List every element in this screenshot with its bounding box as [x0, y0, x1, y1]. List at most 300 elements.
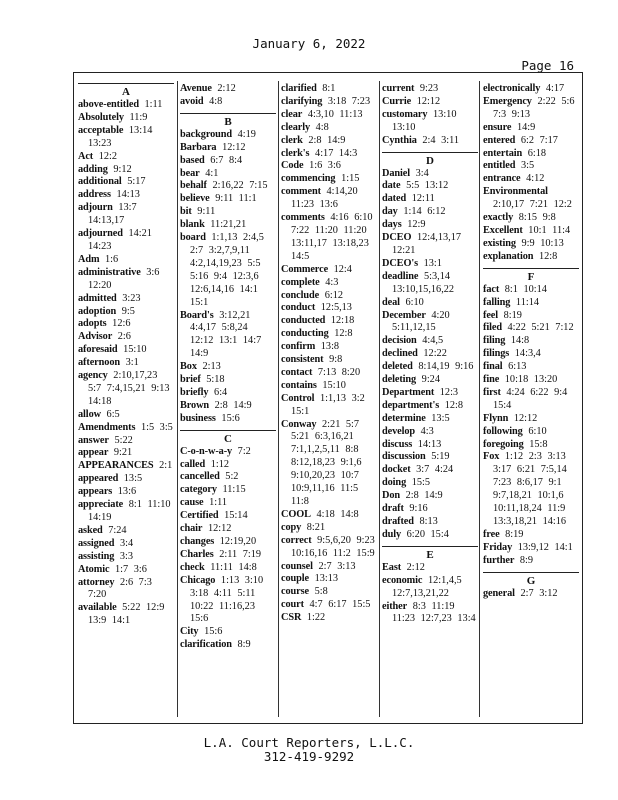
index-term: deal: [382, 296, 400, 308]
index-entry: [483, 122, 579, 135]
page-line-references: 3:5: [520, 160, 535, 172]
index-term: Brown: [180, 399, 210, 411]
index-entry: [483, 148, 579, 161]
index-term: acceptable: [78, 124, 124, 136]
page-line-references: 4:4,5: [422, 335, 444, 347]
index-term: COOL: [281, 508, 311, 520]
index-term: department's: [382, 399, 440, 411]
page-line-references: 7:13 8:20: [317, 366, 361, 378]
page-line-references: 1:5 3:5: [140, 421, 173, 433]
page-line-references: 13:8: [320, 341, 340, 353]
section-letter-c: C: [180, 430, 276, 446]
page-line-references: 12:12: [513, 412, 538, 424]
index-term: contains: [281, 379, 317, 391]
index-term: bear: [180, 167, 200, 179]
index-entry: [78, 486, 174, 499]
index-term: free: [483, 528, 500, 540]
index-term: above-entitled: [78, 99, 139, 110]
page-line-references: 4:14,20 11:23 13:6: [291, 186, 358, 211]
index-entry: [180, 626, 276, 639]
index-entry: [78, 331, 174, 344]
index-term: deleting: [382, 374, 417, 386]
index-term: conduct: [281, 302, 316, 314]
index-entry: [281, 328, 377, 341]
page-line-references: 1:13 3:10 3:18 4:11 5:11 10:22 11:16,23 15:6: [190, 574, 264, 625]
column-divider: [278, 81, 279, 717]
page-line-references: 9:16: [409, 503, 428, 515]
page-line-references: 2:1: [159, 460, 173, 472]
index-entry: [78, 538, 174, 551]
index-entry: [281, 173, 377, 186]
index-term: cause: [180, 497, 204, 509]
index-column-3: [281, 83, 377, 625]
index-term: behalf: [180, 180, 207, 192]
index-term: based: [180, 154, 205, 166]
index-term: category: [180, 484, 217, 496]
index-term: doing: [382, 477, 407, 489]
page-line-references: 9:5: [121, 305, 135, 317]
page-line-references: 5:8: [314, 586, 328, 598]
page-line-references: 1:12: [210, 458, 230, 470]
index-term: APPEARANCES: [78, 460, 154, 472]
page-line-references: 13:7 14:13,17: [88, 202, 137, 227]
page-line-references: 14:8: [510, 335, 530, 347]
index-entry: [483, 439, 579, 452]
index-term: feel: [483, 309, 499, 321]
page-line-references: 12:8: [334, 328, 353, 340]
page-line-references: 2:22 5:6 7:3 9:13: [493, 95, 575, 120]
column-divider: [379, 81, 380, 717]
page-line-references: 15:5: [411, 477, 431, 489]
index-entry: [483, 173, 579, 186]
index-entry: [382, 464, 478, 477]
index-term: docket: [382, 464, 411, 476]
page-line-references: 14:3,4: [514, 348, 541, 360]
index-entry: [382, 180, 478, 193]
index-entry: [483, 238, 579, 251]
index-term: declined: [382, 348, 418, 360]
page-line-references: 12:12: [207, 523, 232, 535]
index-term: board: [180, 232, 206, 244]
page-line-references: 4:24 6:22 9:4 15:4: [493, 386, 568, 411]
index-term: confirm: [281, 341, 316, 353]
index-entry: [382, 374, 478, 387]
section-letter-a: A: [78, 83, 174, 99]
index-entry: [382, 83, 478, 96]
page-line-references: 1:11: [209, 497, 228, 509]
page-line-references: 12:3: [439, 386, 459, 398]
page-line-references: 6:20 15:4: [406, 528, 449, 540]
index-entry: [382, 258, 478, 271]
page-line-references: 3:6 12:20: [88, 266, 160, 291]
page-line-references: 12:5,13: [320, 302, 352, 314]
index-entry: [78, 202, 174, 228]
page-line-references: 1:12 2:3 3:13 3:17 6:21 7:5,14 7:23 8:6,17 9:1 9:7,18,21 10:1,6 10:11,18,24 11:9 13:3,18,21 14:16: [493, 451, 567, 527]
page-line-references: 1:7 3:6: [115, 563, 147, 575]
index-entry: [382, 361, 478, 374]
page-line-references: 6:10: [405, 296, 424, 308]
index-term: Don: [382, 490, 401, 502]
index-term: commencing: [281, 173, 336, 185]
index-entry: [483, 322, 579, 335]
index-term: following: [483, 425, 523, 437]
index-term: agency: [78, 370, 108, 382]
index-term: Advisor: [78, 331, 113, 343]
index-entry: [78, 499, 174, 525]
index-term: duly: [382, 528, 402, 540]
index-term: Avenue: [180, 83, 212, 94]
index-term: Cynthia: [382, 134, 417, 146]
index-entry: [78, 176, 174, 189]
index-entry: [483, 251, 579, 264]
index-entry: [78, 318, 174, 331]
page-line-references: 11:9: [129, 111, 148, 123]
page-line-references: 5:2: [225, 471, 239, 483]
page-line-references: 3:23: [122, 292, 141, 304]
index-term: foregoing: [483, 438, 524, 450]
page-line-references: 12:9: [407, 219, 426, 231]
index-entry: [78, 525, 174, 538]
page-line-references: 1:15: [341, 173, 360, 185]
page-line-references: 2:8 14:9: [214, 399, 252, 411]
index-term: DCEO's: [382, 257, 419, 269]
page-line-references: 3:4: [415, 167, 429, 179]
index-entry: [78, 435, 174, 448]
index-term: business: [180, 412, 216, 424]
index-entry: [281, 535, 377, 561]
page-line-references: 9:5,6,20 9:23 10:16,16 11:2 15:9: [291, 534, 375, 559]
index-entry: [78, 551, 174, 564]
index-term: appreciate: [78, 499, 124, 511]
page-line-references: 13:5: [123, 473, 143, 485]
index-entry: [180, 413, 276, 426]
page-line-references: 3:18 7:23: [327, 95, 371, 107]
section-letter-f: F: [483, 268, 579, 284]
page-line-references: 12:12: [416, 95, 441, 107]
index-term: complete: [281, 276, 320, 288]
index-entry: [281, 315, 377, 328]
page-line-references: 9:9 10:13: [521, 237, 564, 249]
page-line-references: 11:11 14:8: [210, 561, 257, 573]
index-term: East: [382, 561, 402, 573]
index-term: administrative: [78, 266, 141, 278]
page-line-references: 8:15 9:8: [518, 212, 556, 224]
index-entry: [78, 99, 174, 112]
index-term: contact: [281, 366, 313, 378]
index-term: couple: [281, 573, 310, 585]
index-entry: [78, 306, 174, 319]
index-entry: [78, 189, 174, 202]
index-entry: [281, 393, 377, 419]
index-entry: [180, 155, 276, 168]
section-letter-b: B: [180, 113, 276, 129]
index-entry: [483, 387, 579, 413]
page-line-references: 12:6: [112, 318, 131, 330]
index-term: Excellent: [483, 224, 523, 236]
index-entry: [78, 370, 174, 409]
index-term: clarification: [180, 639, 232, 651]
index-term: Chicago: [180, 574, 216, 586]
page-line-references: 8:21: [306, 521, 326, 533]
page-line-references: 8:1 11:10 14:19: [88, 499, 171, 523]
index-entry: [281, 264, 377, 277]
index-entry: [78, 125, 174, 151]
index-entry: [483, 426, 579, 439]
index-term: counsel: [281, 560, 313, 572]
index-term: course: [281, 586, 309, 598]
index-entry: [180, 374, 276, 387]
page-line-references: 2:6 7:3 7:20: [88, 576, 152, 601]
page-line-references: 4:16 6:10 7:22 11:20 11:20 13:11,17 13:18,23 14:5: [291, 212, 373, 262]
index-entry: [281, 380, 377, 393]
page-line-references: 12:18: [330, 315, 355, 327]
page-line-references: 10:1 11:4: [528, 224, 571, 236]
index-entry: [382, 477, 478, 490]
index-term: Daniel: [382, 167, 411, 179]
page-line-references: 6:4: [214, 386, 228, 398]
index-term: Act: [78, 150, 94, 162]
section-letter-e: E: [382, 546, 478, 562]
index-term: conducted: [281, 315, 326, 327]
page-line-references: 13:13: [314, 573, 339, 585]
index-term: bit: [180, 206, 192, 218]
section-letter-d: D: [382, 152, 478, 168]
page-line-references: 4:7 6:17 15:5: [309, 599, 371, 611]
page-line-references: 7:2: [237, 445, 251, 457]
index-entry: [78, 422, 174, 435]
index-entry: [483, 335, 579, 348]
index-entry: [382, 516, 478, 529]
index-entry: [382, 348, 478, 361]
index-entry: [281, 367, 377, 380]
index-term: allow: [78, 408, 101, 420]
index-entry: [78, 151, 174, 164]
page-line-references: 1:22: [306, 612, 326, 624]
index-entry: [382, 601, 478, 627]
index-term: economic: [382, 574, 423, 586]
index-term: adopts: [78, 318, 107, 330]
index-entry: [180, 310, 276, 362]
page-line-references: 4:1: [205, 167, 219, 179]
index-column-4: [382, 83, 478, 626]
index-entry: [483, 451, 579, 528]
column-divider: [479, 81, 480, 717]
index-column-2: [180, 83, 276, 652]
page-line-references: 4:22 5:21 7:12: [507, 322, 574, 334]
page-line-references: 2:6: [117, 331, 131, 343]
index-term: December: [382, 309, 426, 321]
page-line-references: 5:17: [127, 176, 146, 188]
index-term: background: [180, 128, 233, 140]
page-line-references: 9:21: [113, 447, 133, 459]
index-term: admitted: [78, 292, 117, 304]
transcript-date: January 6, 2022: [252, 36, 366, 51]
index-entry: [483, 542, 579, 555]
index-term: Barbara: [180, 141, 217, 153]
page-line-references: 4:3,10 11:13: [307, 108, 363, 120]
index-term: City: [180, 626, 199, 638]
index-term: believe: [180, 193, 210, 205]
page-line-references: 3:12,21 4:4,17 5:8,24 12:12 13:1 14:7 14:9: [190, 309, 262, 360]
page-line-references: 8:3 11:19 11:23 12:7,23 13:4: [392, 600, 476, 625]
page-line-references: 2:12: [217, 83, 236, 94]
index-term: discussion: [382, 451, 426, 463]
index-entry: [483, 297, 579, 310]
index-term: explanation: [483, 250, 534, 262]
page-line-references: 7:24: [108, 524, 127, 536]
page-line-references: 14:13: [417, 438, 442, 450]
index-entry: [78, 473, 174, 486]
index-entry: [180, 206, 276, 219]
page-line-references: 5:22 12:9 13:9 14:1: [88, 602, 165, 627]
index-term: Absolutely: [78, 111, 124, 123]
index-term: court: [281, 599, 304, 611]
index-term: further: [483, 554, 515, 566]
page-line-references: 1:1,13 3:2 15:1: [291, 392, 365, 417]
page-line-references: 9:12: [113, 163, 132, 175]
page-line-references: 13:10 13:10: [392, 108, 457, 133]
index-term: Currie: [382, 95, 412, 107]
index-entry: [382, 439, 478, 452]
index-entry: [382, 168, 478, 181]
page-line-references: 4:20 5:11,12,15: [392, 309, 450, 334]
index-term: electronically: [483, 83, 541, 94]
page-line-references: 12:19,20: [219, 536, 257, 547]
index-entry: [281, 419, 377, 509]
page-line-references: 15:6: [204, 626, 223, 638]
index-term: brief: [180, 374, 201, 386]
index-term: Atomic: [78, 563, 110, 575]
index-entry: [281, 354, 377, 367]
index-term: clear: [281, 108, 303, 120]
page-line-references: 4:8: [315, 121, 329, 133]
index-entry: [382, 451, 478, 464]
index-term: customary: [382, 108, 428, 120]
index-term: copy: [281, 521, 302, 533]
index-entry: [180, 96, 276, 109]
section-letter-g: G: [483, 572, 579, 588]
page-line-references: 3:3: [119, 550, 134, 562]
index-term: comment: [281, 186, 321, 198]
index-entry: [180, 232, 276, 309]
index-entry: [78, 602, 174, 628]
index-term: briefly: [180, 386, 209, 398]
index-term: clerk's: [281, 147, 310, 159]
index-entry: [483, 588, 579, 601]
page-line-references: 1:6: [105, 253, 119, 265]
index-entry: [180, 446, 276, 459]
index-entry: [180, 459, 276, 472]
index-entry: [483, 83, 579, 96]
page-line-references: 8:14,19 9:16: [418, 361, 474, 373]
page-line-references: 4:17: [545, 83, 565, 94]
page-line-references: 12:4,13,17 12:21: [392, 232, 461, 256]
index-entry: [483, 555, 579, 568]
index-entry: [78, 344, 174, 357]
index-entry: [180, 180, 276, 193]
page-line-references: 4:8: [209, 95, 223, 107]
index-term: Conway: [281, 418, 317, 430]
index-entry: [180, 142, 276, 155]
index-term: Code: [281, 160, 304, 172]
index-term: Flynn: [483, 412, 509, 424]
index-entry: [483, 225, 579, 238]
page-line-references: 14:9: [516, 121, 536, 133]
page-line-references: 5:22: [114, 434, 133, 446]
index-term: chair: [180, 523, 203, 535]
index-entry: [382, 426, 478, 439]
index-entry: [180, 562, 276, 575]
index-term: general: [483, 587, 515, 599]
page-line-references: 9:11: [197, 206, 216, 218]
index-term: entrance: [483, 173, 521, 185]
index-entry: [281, 186, 377, 212]
index-term: entered: [483, 134, 516, 146]
page-line-references: 8:19: [505, 528, 524, 540]
index-term: entitled: [483, 160, 516, 172]
index-entry: [281, 148, 377, 161]
index-entry: [382, 400, 478, 413]
index-term: address: [78, 189, 111, 201]
index-term: Control: [281, 392, 315, 404]
page-line-references: 12:11: [411, 193, 435, 205]
index-term: Certified: [180, 510, 219, 522]
index-term: develop: [382, 425, 416, 437]
reporter-name: L.A. Court Reporters, L.L.C.: [203, 735, 415, 750]
index-term: changes: [180, 536, 215, 547]
index-entry: [78, 460, 174, 473]
page-number: Page 16: [521, 58, 574, 73]
page-line-references: 4:12: [526, 173, 545, 185]
index-entry: [281, 573, 377, 586]
page-line-references: 12:12: [222, 141, 246, 153]
page-line-references: 9:11 11:1: [215, 193, 257, 205]
page-line-references: 12:2: [98, 150, 118, 162]
index-term: appeared: [78, 473, 119, 485]
index-term: determine: [382, 412, 426, 424]
index-entry: [78, 447, 174, 460]
index-term: conducting: [281, 328, 329, 340]
index-entry: [382, 135, 478, 148]
index-entry: [180, 510, 276, 523]
index-term: filing: [483, 335, 506, 347]
index-term: discuss: [382, 438, 413, 450]
page-line-references: 6:18: [527, 147, 547, 159]
index-entry: [483, 186, 579, 212]
index-entry: [281, 135, 377, 148]
index-entry: [281, 109, 377, 122]
index-entry: [281, 122, 377, 135]
page-line-references: 4:3: [325, 276, 339, 288]
index-term: cancelled: [180, 471, 220, 483]
index-entry: [483, 96, 579, 122]
index-term: adoption: [78, 305, 117, 317]
page-line-references: 12:4: [333, 263, 352, 275]
index-term: filings: [483, 348, 510, 360]
page-line-references: 9:23: [419, 83, 439, 94]
index-term: falling: [483, 296, 511, 308]
index-term: check: [180, 561, 205, 573]
index-entry: [78, 409, 174, 422]
page-line-references: 1:1,13 2:4,5 2:7 3:2,7,9,11 4:2,14,19,23 5:5 5:16 9:4 12:3,6 12:6,14,16 14:1 15:1: [190, 232, 264, 308]
index-term: date: [382, 180, 401, 192]
index-entry: [382, 490, 478, 503]
page-line-references: 12:22: [423, 348, 447, 360]
index-entry: [382, 297, 478, 310]
index-entry: [281, 341, 377, 354]
index-entry: [382, 335, 478, 348]
index-term: assisting: [78, 550, 115, 562]
